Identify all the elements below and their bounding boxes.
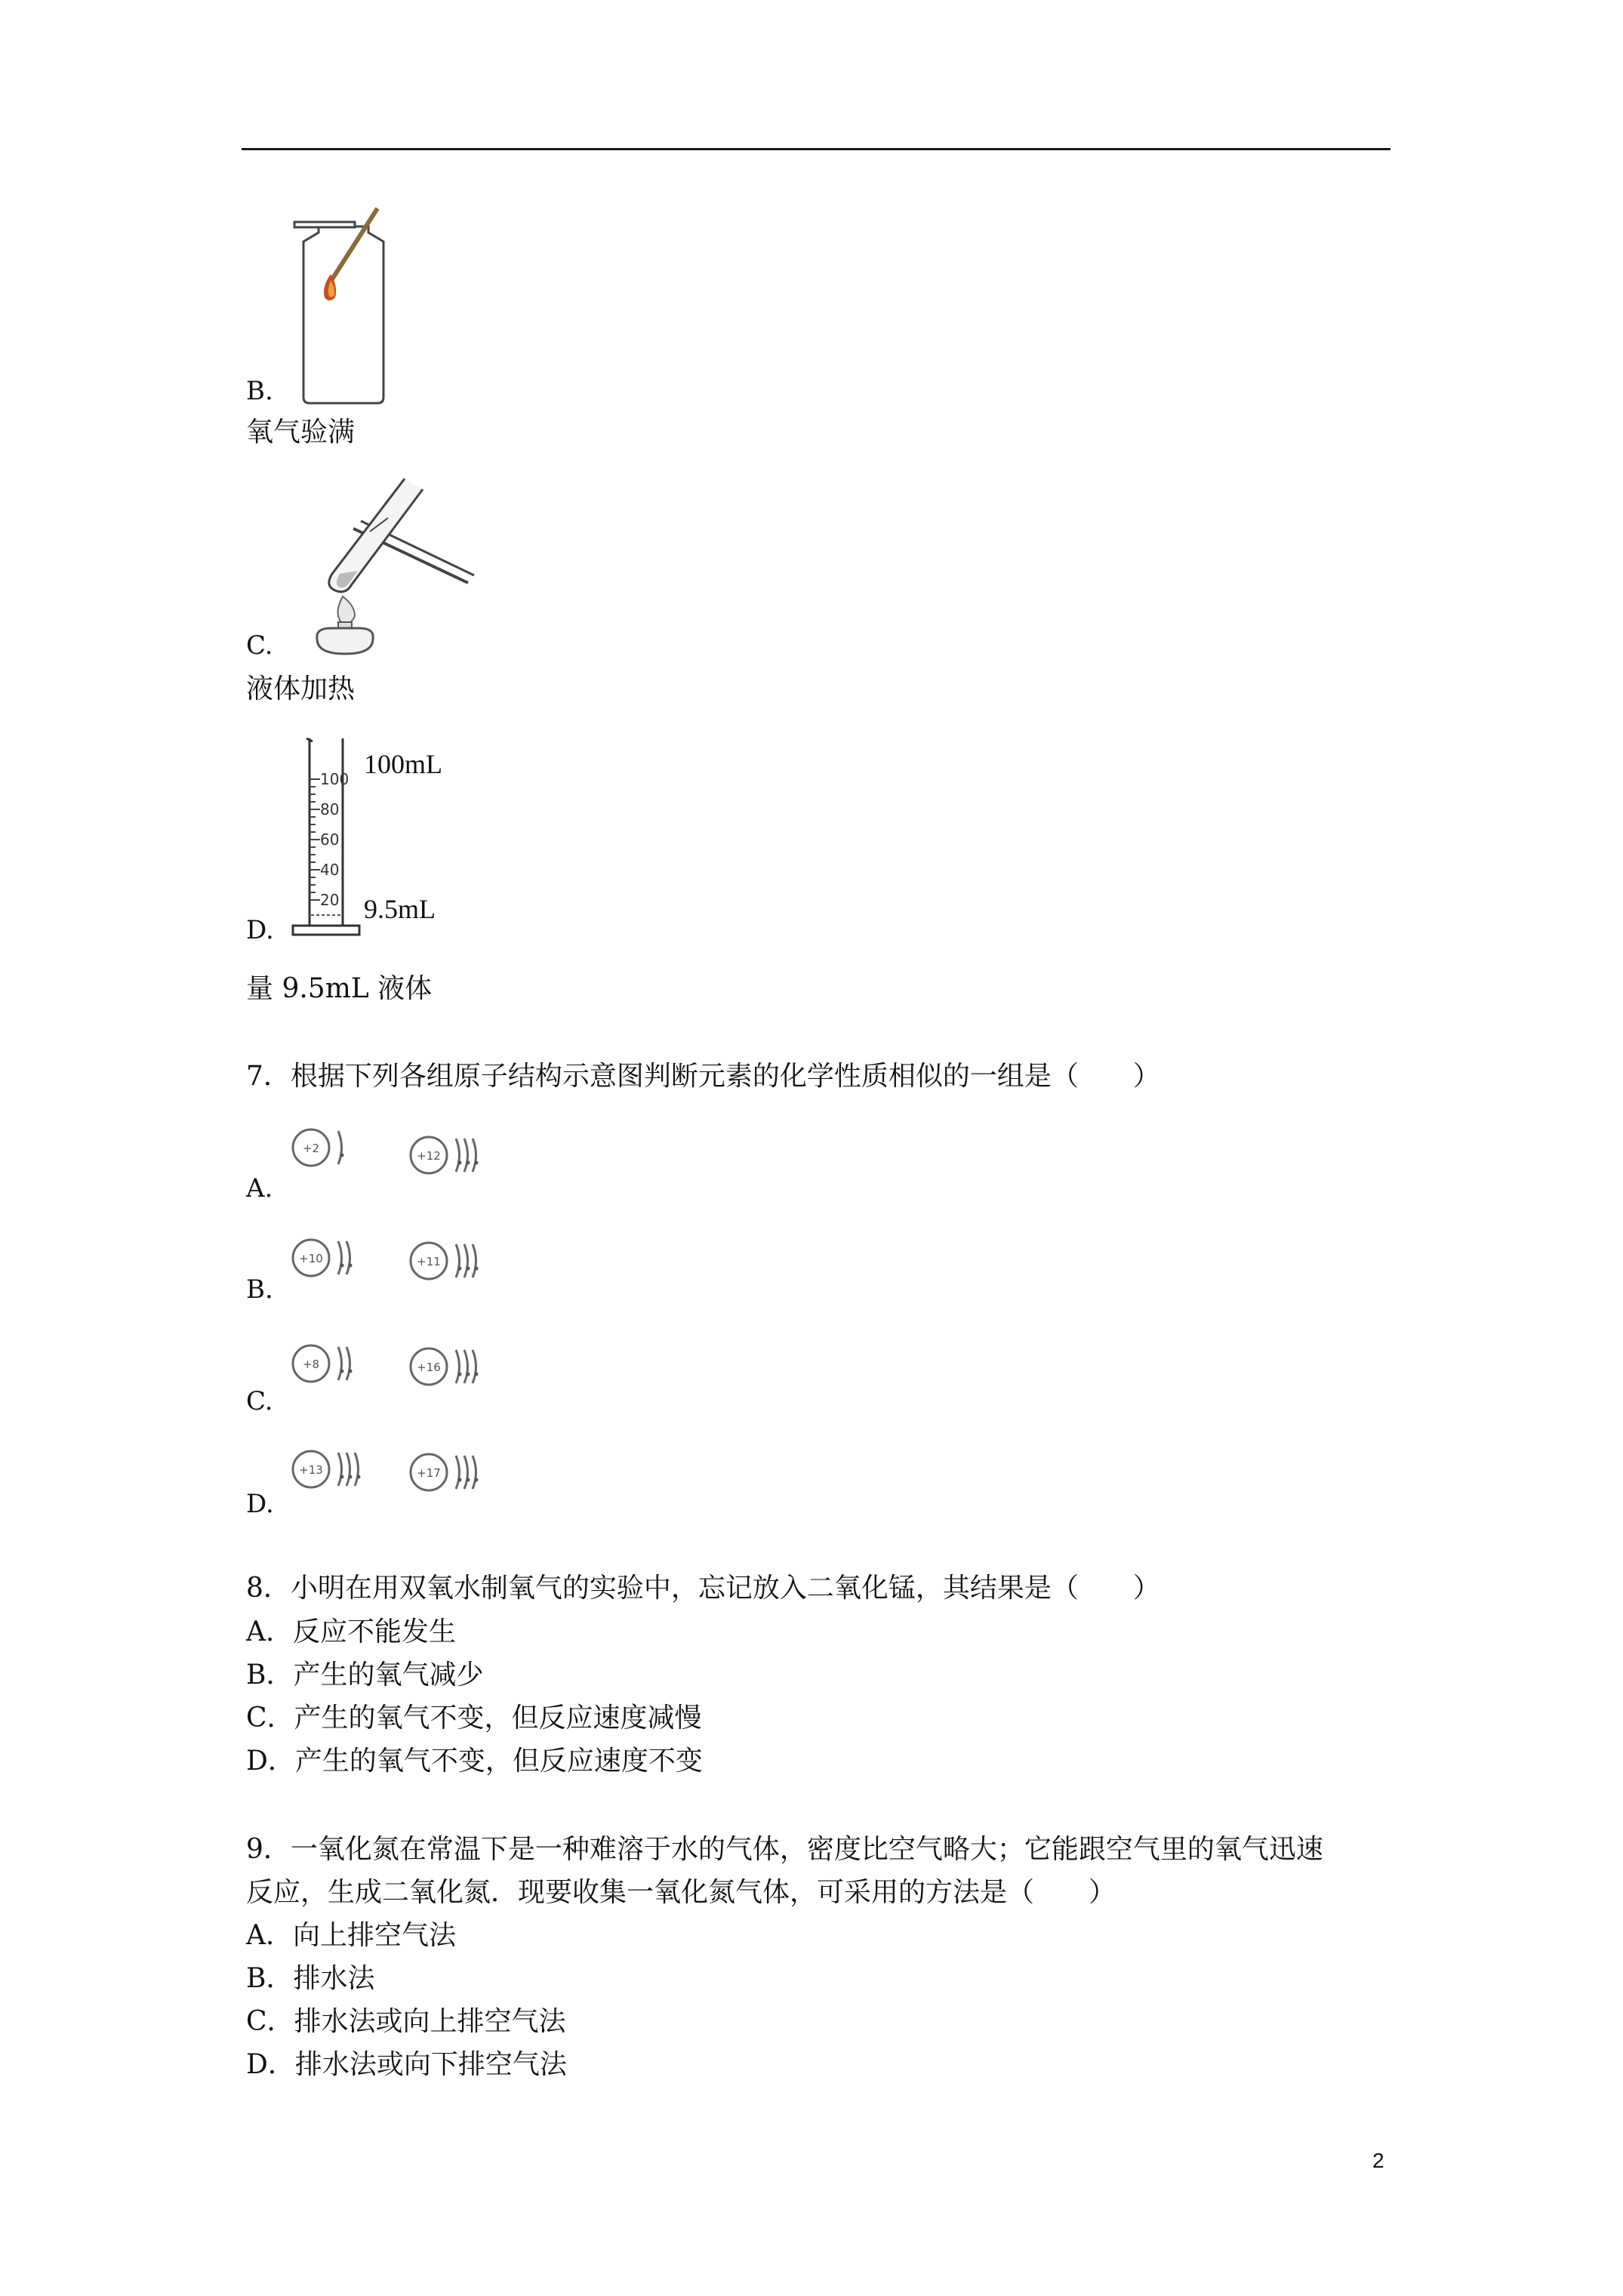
cylinder-bottom-label: 9.5mL (364, 894, 436, 924)
nuclear-charge-label: +11 (417, 1255, 441, 1268)
question-9-stem-line1: 9．一氧化氮在常温下是一种难溶于水的气体，密度比空气略大；它能跟空气里的氧气迅速 (246, 1834, 1323, 1865)
option-b-letter: B. (246, 376, 273, 406)
electron-count-mark (475, 1267, 479, 1271)
electron-count-mark (467, 1373, 470, 1376)
nuclear-charge-label: +8 (302, 1358, 320, 1371)
electron-shell-arc (464, 1350, 468, 1383)
q7-option-a-atom-1 (287, 1122, 362, 1175)
cylinder-tick-label: 40 (320, 861, 340, 879)
electron-count-mark (467, 1267, 470, 1271)
q7-option-c-atom-2 (405, 1341, 503, 1401)
electron-shell-arc (346, 1347, 350, 1380)
electron-count-mark (475, 1478, 479, 1482)
electron-shell-arc (338, 1347, 342, 1380)
electron-count-mark (467, 1478, 470, 1482)
option-b-caption: 氧气验满 (246, 417, 356, 448)
electron-count-mark (340, 1264, 344, 1268)
q7-option-d-atom-2 (405, 1447, 503, 1507)
q9-option-c: C．排水法或向上排空气法 (246, 2006, 566, 2037)
q7-option-b-atom-2 (405, 1235, 503, 1288)
electron-count-mark (340, 1154, 344, 1157)
electron-shell-arc (346, 1453, 350, 1486)
electron-count-mark (467, 1161, 470, 1165)
electron-shell-arc (464, 1456, 468, 1489)
q7-option-c-atom-1 (287, 1338, 370, 1395)
nuclear-charge-label: +17 (417, 1466, 441, 1480)
q7-option-d-atom-1 (287, 1444, 385, 1501)
q7-option-d-letter: D. (246, 1489, 274, 1519)
nuclear-charge-label: +12 (417, 1149, 441, 1163)
q7-option-c-letter: C. (246, 1386, 273, 1416)
option-d-caption: 量 9.5mL 液体 (246, 973, 433, 1004)
electron-shell-arc (464, 1244, 468, 1277)
electron-shell-arc (355, 1453, 359, 1486)
q8-option-d: D．产生的氧气不变，但反应速度不变 (246, 1746, 703, 1777)
electron-shell-arc (473, 1456, 476, 1489)
header-rule (242, 148, 1390, 150)
option-d-letter: D. (246, 915, 274, 945)
cylinder-tick-label: 100 (320, 770, 350, 788)
graduated-cylinder-figure (287, 731, 453, 942)
electron-shell-arc (338, 1131, 342, 1164)
q7-option-a-letter: A. (246, 1173, 273, 1203)
electron-shell-arc (346, 1241, 350, 1274)
electron-shell-arc (456, 1139, 460, 1172)
electron-shell-arc (338, 1241, 342, 1274)
cylinder-top-label: 100mL (364, 749, 442, 779)
q7-option-b-letter: B. (246, 1274, 273, 1305)
q9-option-d: D．排水法或向下排空气法 (246, 2049, 567, 2080)
q7-option-b-atom-1 (287, 1232, 370, 1285)
page-number: 2 (1372, 2149, 1384, 2172)
gas-bottle-figure (287, 202, 400, 406)
cylinder-tick-label: 20 (320, 891, 340, 909)
electron-count-mark (458, 1267, 462, 1271)
nuclear-charge-label: +2 (302, 1142, 320, 1155)
electron-count-mark (340, 1370, 344, 1373)
option-c-letter: C. (246, 630, 273, 661)
electron-shell-arc (456, 1244, 460, 1277)
q9-option-b: B．排水法 (246, 1963, 375, 1994)
electron-shell-arc (456, 1350, 460, 1383)
electron-count-mark (349, 1475, 353, 1479)
question-8-stem: 8．小明在用双氧水制氧气的实验中，忘记放入二氧化锰，其结果是（ ） (246, 1573, 1160, 1604)
electron-count-mark (349, 1370, 353, 1373)
nuclear-charge-label: +16 (417, 1361, 441, 1374)
electron-shell-arc (473, 1244, 476, 1277)
electron-count-mark (475, 1161, 479, 1165)
electron-count-mark (458, 1161, 462, 1165)
nuclear-charge-label: +10 (299, 1252, 323, 1265)
electron-count-mark (458, 1478, 462, 1482)
electron-count-mark (340, 1475, 344, 1479)
electron-count-mark (349, 1264, 353, 1268)
electron-shell-arc (473, 1139, 476, 1172)
test-tube-heating-figure (285, 468, 489, 657)
electron-shell-arc (464, 1139, 468, 1172)
electron-shell-arc (473, 1350, 476, 1383)
question-9-stem-line2: 反应，生成二氧化氮．现要收集一氧化氮气体，可采用的方法是（ ） (246, 1877, 1116, 1908)
question-7-stem: 7．根据下列各组原子结构示意图判断元素的化学性质相似的一组是（ ） (246, 1061, 1160, 1092)
q8-option-a: A．反应不能发生 (246, 1616, 456, 1647)
electron-shell-arc (338, 1453, 342, 1486)
q7-option-a-atom-2 (405, 1130, 503, 1190)
cylinder-tick-label: 60 (320, 831, 340, 849)
q8-option-c: C．产生的氧气不变，但反应速度减慢 (246, 1703, 702, 1734)
electron-shell-arc (456, 1456, 460, 1489)
electron-count-mark (357, 1475, 361, 1479)
q8-option-b: B．产生的氧气减少 (246, 1660, 484, 1690)
electron-count-mark (475, 1373, 479, 1376)
nuclear-charge-label: +13 (299, 1463, 323, 1477)
q9-option-a: A．向上排空气法 (246, 1920, 456, 1951)
option-c-caption: 液体加热 (246, 673, 356, 704)
cylinder-tick-label: 80 (320, 800, 340, 818)
electron-count-mark (458, 1373, 462, 1376)
